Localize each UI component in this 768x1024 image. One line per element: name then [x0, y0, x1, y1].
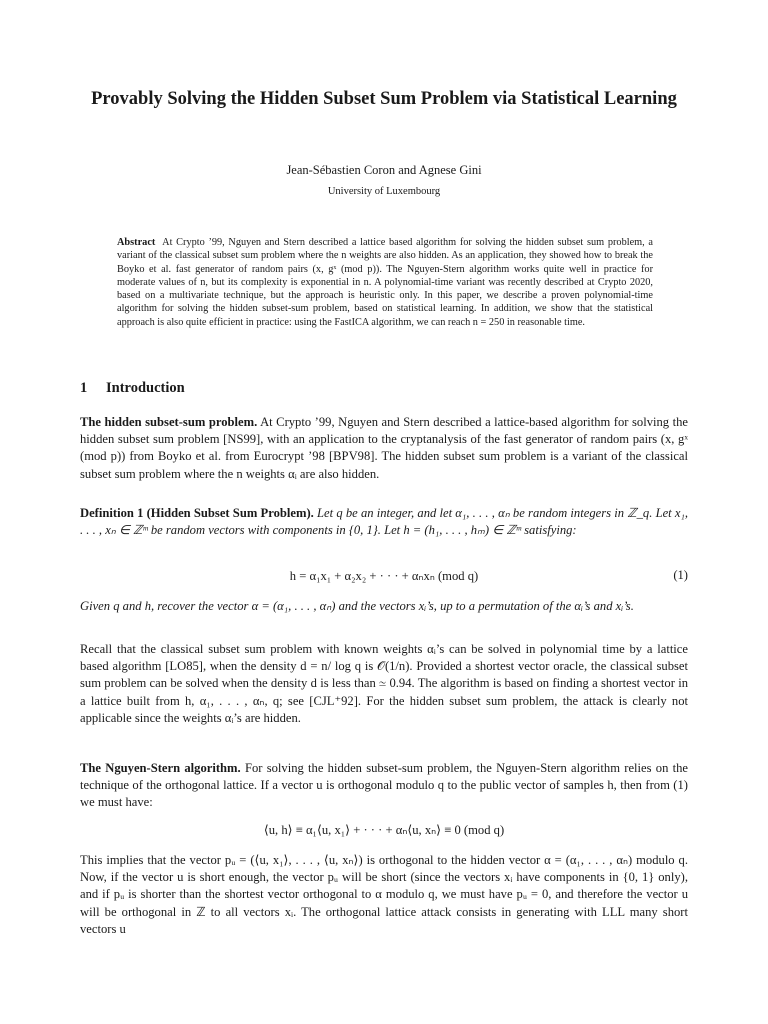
definition-1 — [80, 505, 688, 539]
abstract-label: Abstract — [117, 237, 156, 248]
paragraph-text: At Crypto ’99, Nguyen and Stern described a lattice-based algorithm for solving the hidden subset sum problem [NS99], with an application to the cryptanalysis of the fast generator of random pairs (x, gˣ (mod p)) from Boyko et al. from Eurocrypt ’98 [BPV98]. The hidden subset sum problem is a variant of the classical subset sum problem where the n weights αᵢ are also hidden. — [80, 415, 688, 481]
paragraph-nguyen-stern — [80, 760, 688, 812]
definition-text: Let q be an integer, and let α₁, . . . , αₙ be random integers in ℤ_q. Let x₁, . . . , xₙ ∈ ℤᵐ be random vectors with components in {0, 1}. Let h = (h₁, . . . , hₘ) ∈ ℤᵐ satisfying: — [80, 506, 688, 538]
equation-1 — [80, 568, 688, 584]
abstract — [117, 236, 653, 329]
definition-heading: Definition 1 (Hidden Subset Sum Problem). — [80, 506, 314, 520]
paper-affiliation: University of Luxembourg — [327, 186, 441, 197]
equation-1-body: h = α₁x₁ + α₂x₂ + · · · + αₙxₙ (mod q) — [289, 569, 479, 583]
paragraph-text: For solving the hidden subset-sum problem, the Nguyen-Stern algorithm relies on the technique of the orthogonal lattice. If a vector u is orthogonal modulo q to the public vector of samples h, then from (1) we must have: — [80, 761, 689, 810]
section-title: Introduction — [106, 380, 185, 396]
paragraph-hidden-subset-sum — [80, 414, 688, 483]
equation-2: ⟨u, h⟩ ≡ α₁⟨u, x₁⟩ + · · · + αₙ⟨u, xₙ⟩ ≡ 0 (mod q) — [263, 823, 505, 837]
paragraph-heading: The hidden subset-sum problem. — [80, 415, 258, 429]
paper-title: Provably Solving the Hidden Subset Sum Problem via Statistical Learning — [91, 89, 677, 109]
paragraph-orthogonal-lattice: This implies that the vector pᵤ = (⟨u, x₁⟩, . . . , ⟨u, xₙ⟩) is orthogonal to the hidden vector α = (α₁, . . . , αₙ) modulo q. Now, if the vector u is short enough, the vector pᵤ will be short (since the vectors xᵢ have components in {0, 1} only), and if pᵤ is shorter than the shortest vector orthogonal to α modulo q, we must have pᵤ = 0, and therefore the vector u will be orthogonal in ℤ to all vectors xᵢ. The orthogonal lattice attack consists in generating with LLL many short vectors u — [80, 853, 688, 936]
equation-1-number: (1) — [673, 568, 688, 582]
definition-conclusion: Given q and h, recover the vector α = (α₁, . . . , αₙ) and the vectors xᵢ’s, up to a permutation of the αᵢ’s and xᵢ’s. — [80, 599, 634, 613]
paragraph-classical-subset-sum: Recall that the classical subset sum problem with known weights αᵢ’s can be solved in polynomial time by a lattice based algorithm [LO85], when the density d = n/ log q is 𝒪(1/n). Provided a shortest vector oracle, the classical subset sum problem can be solved when the density d is less than ≃ 0.94. The algorithm is based on finding a shortest vector in a lattice built from h, α₁, . . . , αₙ, q; see [CJL⁺92]. For the hidden subset sum problem, the attack is clearly not applicable since the weights αᵢ’s are hidden. — [80, 642, 688, 725]
paper-authors: Jean-Sébastien Coron and Agnese Gini — [286, 163, 482, 177]
abstract-text: At Crypto ’99, Nguyen and Stern described a lattice based algorithm for solving the hidden subset sum problem, a variant of the classical subset sum problem where the n weights are also hidden. As an application, they showed how to break the Boyko et al. fast generator of random pairs (x, gˣ (mod p)). The Nguyen-Stern algorithm works quite well in practice for moderate values of n, but its complexity is exponential in n. A polynomial-time variant was recently described at Crypto 2020, based on a multivariate technique, but the approach is heuristic only. In this paper, we describe a proven polynomial-time algorithm for solving the hidden subset-sum problem, based on statistical learning. In addition, we show that the statistical approach is also quite efficient in practice: using the FastICA algorithm, we can reach n = 250 in reasonable time. — [117, 237, 653, 328]
section-heading — [80, 380, 185, 397]
paragraph-heading: The Nguyen-Stern algorithm. — [80, 761, 241, 775]
section-number: 1 — [80, 380, 88, 396]
